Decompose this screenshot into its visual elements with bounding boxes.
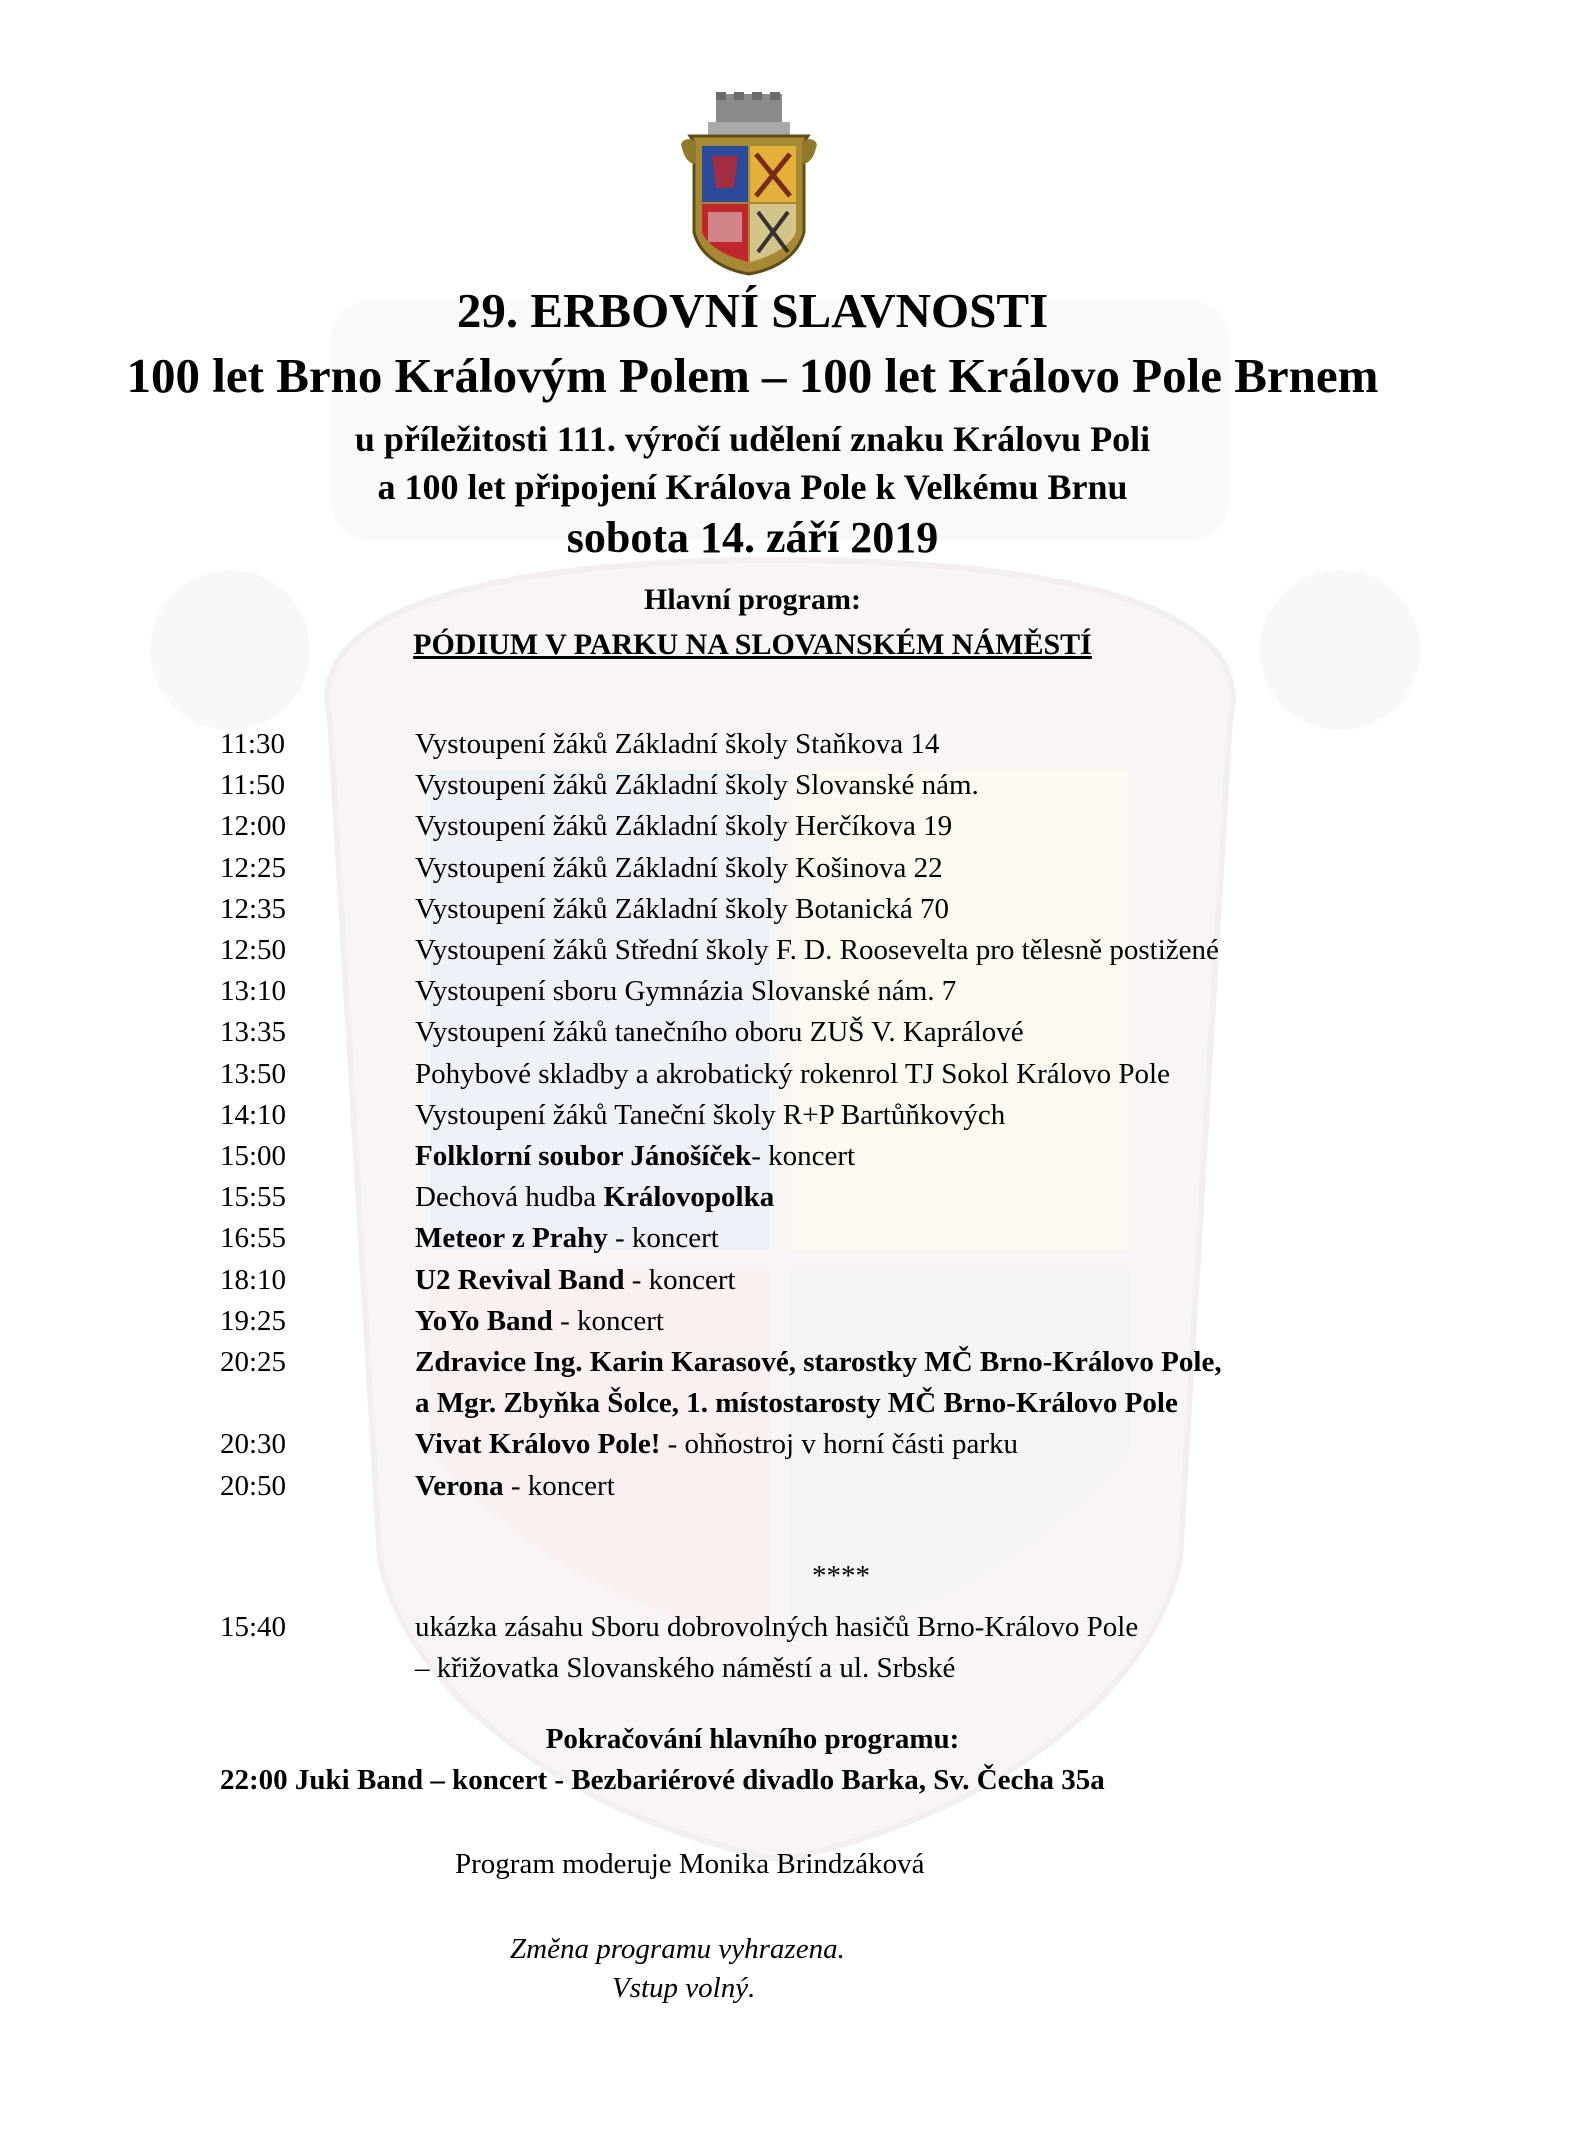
schedule-item-text: Pohybové skladby a akrobatický rokenrol TJ Sokol Královo Pole — [415, 1058, 1170, 1090]
schedule-time: 13:10 — [220, 975, 287, 1007]
schedule-item — [415, 1222, 719, 1255]
schedule-item-text: - koncert — [552, 1305, 664, 1337]
schedule-time: 15:00 — [220, 1140, 287, 1172]
schedule-item — [415, 852, 943, 885]
schedule-item-performer: a Mgr. Zbyňka Šolce, 1. místostarosty MČ Brno-Královo Pole — [415, 1387, 1178, 1419]
extra-line-1: ukázka zásahu Sboru dobrovolných hasičů Brno-Královo Pole — [415, 1611, 1139, 1643]
schedule-item — [415, 1264, 736, 1297]
schedule-time: 18:10 — [220, 1264, 287, 1296]
schedule-item — [415, 1387, 1178, 1420]
coat-of-arms-logo — [678, 92, 820, 276]
extra-line-2: – křižovatka Slovanského náměstí a ul. Srbské — [415, 1652, 956, 1684]
moderator: Program moderuje Monika Brindzáková — [455, 1848, 925, 1880]
continuation-text: 22:00 Juki Band – koncert - Bezbariérové divadlo Barka, Sv. Čecha 35a — [220, 1764, 1105, 1796]
schedule-time: 11:50 — [220, 769, 285, 801]
schedule-item — [415, 769, 979, 802]
schedule-time: 13:50 — [220, 1058, 287, 1090]
schedule-item — [415, 810, 952, 843]
schedule-item-text: - koncert — [607, 1222, 719, 1254]
schedule-time: 12:50 — [220, 934, 287, 966]
schedule-item — [415, 975, 956, 1008]
schedule-item-text: Vystoupení žáků Taneční školy R+P Bartůňkových — [415, 1099, 1006, 1131]
schedule-item-text: - koncert — [624, 1264, 736, 1296]
schedule-item-text: Vystoupení žáků Základní školy Staňkova 14 — [415, 728, 940, 760]
schedule-item-performer: Zdravice Ing. Karin Karasové, starostky MČ Brno-Královo Pole, — [415, 1346, 1222, 1378]
occasion-line-2: a 100 let připojení Králova Pole k Velkému Brnu — [377, 467, 1128, 507]
schedule-time: 19:25 — [220, 1305, 287, 1337]
schedule-item — [415, 1346, 1222, 1379]
schedule-item — [415, 1016, 1024, 1049]
schedule-time: 12:25 — [220, 852, 287, 884]
note-change: Změna programu vyhrazena. — [510, 1933, 845, 1965]
schedule-item-performer: Verona — [415, 1470, 504, 1502]
schedule-item — [415, 1058, 1170, 1091]
schedule-item — [415, 728, 939, 761]
schedule-time: 20:50 — [220, 1470, 287, 1502]
schedule-item — [415, 934, 1219, 967]
schedule-item-text: Vystoupení žáků Základní školy Botanická 70 — [415, 893, 949, 925]
extra-time: 15:40 — [220, 1611, 287, 1643]
schedule-item-performer: Folklorní soubor Jánošíček — [415, 1140, 752, 1172]
schedule-item — [415, 1470, 615, 1503]
schedule-item-text: Vystoupení žáků Střední školy F. D. Roosevelta pro tělesně postižené — [415, 934, 1219, 966]
schedule-item-text: - ohňostroj v horní části parku — [660, 1428, 1018, 1460]
note-entry: Vstup volný. — [612, 1972, 756, 2004]
schedule-item — [415, 893, 949, 926]
continuation-label: Pokračování hlavního programu: — [545, 1723, 960, 1755]
schedule-item-performer: YoYo Band — [415, 1305, 553, 1337]
schedule-item-performer: U2 Revival Band — [415, 1264, 625, 1296]
event-subtitle: 100 let Brno Královým Polem – 100 let Královo Pole Brnem — [126, 348, 1379, 403]
schedule-time: 13:35 — [220, 1016, 287, 1048]
schedule-item-text: - koncert — [503, 1470, 615, 1502]
schedule-item-performer: Královopolka — [603, 1181, 775, 1213]
schedule-time: 16:55 — [220, 1222, 287, 1254]
schedule-item-text: - koncert — [751, 1140, 856, 1172]
schedule-item-text: Vystoupení sboru Gymnázia Slovanské nám. 7 — [415, 975, 957, 1007]
schedule-time: 11:30 — [220, 728, 285, 760]
schedule-item — [415, 1181, 774, 1214]
schedule-time: 20:30 — [220, 1428, 287, 1460]
schedule-item — [415, 1099, 1005, 1132]
schedule-item-text: Vystoupení žáků Základní školy Herčíkova 19 — [415, 810, 953, 842]
schedule-item-text: Vystoupení žáků Základní školy Slovanské nám. — [415, 769, 979, 801]
schedule-item — [415, 1428, 1018, 1461]
schedule-time: 12:35 — [220, 893, 287, 925]
event-title: 29. ERBOVNÍ SLAVNOSTI — [456, 283, 1049, 338]
venue-heading: PÓDIUM V PARKU NA SLOVANSKÉM NÁMĚSTÍ — [413, 628, 1092, 661]
schedule-item-text: Vystoupení žáků tanečního oboru ZUŠ V. Kaprálové — [415, 1016, 1024, 1048]
schedule-item-performer: Meteor z Prahy — [415, 1222, 608, 1254]
schedule-item-prefix: Dechová hudba — [415, 1181, 604, 1213]
schedule-time: 14:10 — [220, 1099, 287, 1131]
schedule-time: 20:25 — [220, 1346, 287, 1378]
event-date: sobota 14. září 2019 — [566, 513, 939, 562]
separator: **** — [812, 1560, 870, 1592]
schedule-item-text: Vystoupení žáků Základní školy Košinova 22 — [415, 852, 943, 884]
occasion-line-1: u příležitosti 111. výročí udělení znaku Královu Poli — [354, 419, 1151, 459]
program-label: Hlavní program: — [644, 583, 861, 616]
schedule-item-performer: Vivat Královo Pole! — [415, 1428, 661, 1460]
schedule-item — [415, 1305, 664, 1338]
schedule-item — [415, 1140, 855, 1173]
schedule-time: 15:55 — [220, 1181, 287, 1213]
schedule-time: 12:00 — [220, 810, 287, 842]
